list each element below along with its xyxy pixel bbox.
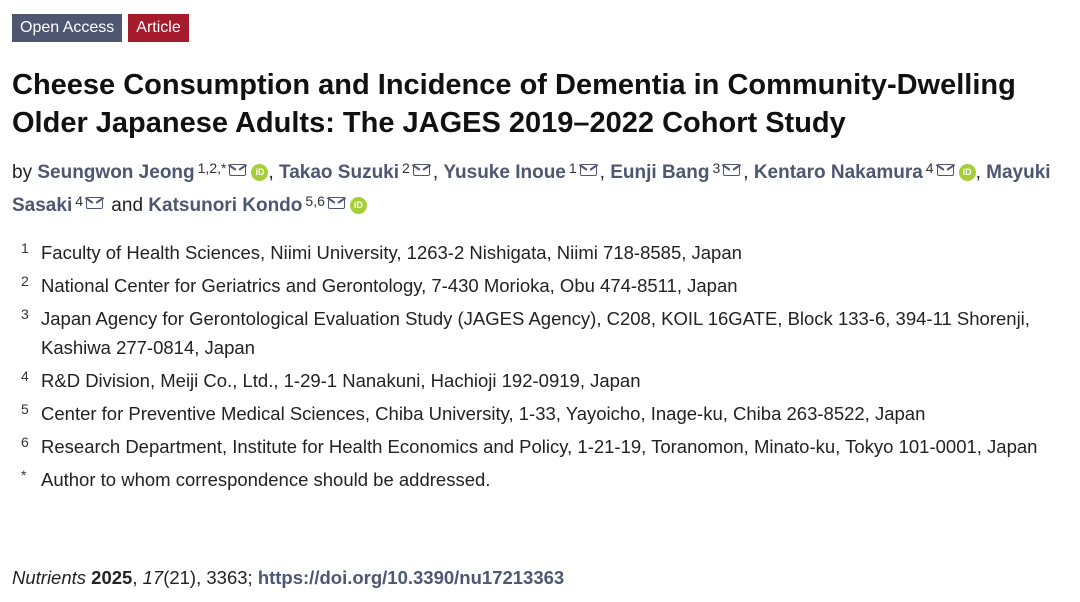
doi-link[interactable]: https://doi.org/10.3390/nu17213363 xyxy=(257,567,565,588)
affiliation-item xyxy=(12,304,1062,362)
author-affiliation-sup: 1,2,* xyxy=(197,160,227,176)
affiliation-item xyxy=(12,432,1062,461)
affiliation-number: 3 xyxy=(21,306,29,322)
email-icon[interactable] xyxy=(937,164,954,176)
email-icon[interactable] xyxy=(328,197,345,209)
author-name[interactable]: Kentaro Nakamura xyxy=(753,162,923,183)
affiliation-text: Research Department, Institute for Health Economics and Policy, 1-21-19, Toranomon, Minato-ku, Tokyo 101-0001, Japan xyxy=(41,436,1038,457)
orcid-icon[interactable]: iD xyxy=(959,164,976,181)
orcid-icon[interactable]: iD xyxy=(350,197,367,214)
author-affiliation-sup: 5,6 xyxy=(305,193,325,209)
citation-year: 2025 xyxy=(91,567,133,588)
email-icon[interactable] xyxy=(580,164,597,176)
author-affiliation-sup: 3 xyxy=(712,160,721,176)
citation-comma: , xyxy=(132,567,138,588)
affiliation-item xyxy=(12,399,1062,428)
citation-issue: (21) xyxy=(163,567,197,588)
email-icon[interactable] xyxy=(723,164,740,176)
article-badges xyxy=(12,14,189,42)
email-icon[interactable] xyxy=(86,197,103,209)
open-access-badge[interactable]: Open Access xyxy=(12,14,122,42)
author-name[interactable]: Eunji Bang xyxy=(610,162,710,183)
journal-name: Nutrients xyxy=(12,567,87,588)
affiliation-number: 2 xyxy=(21,273,29,289)
affiliations-list xyxy=(12,238,1062,498)
author-name[interactable]: Mayuki Sasaki xyxy=(12,162,1051,216)
article-type-badge[interactable]: Article xyxy=(128,14,188,42)
affiliation-number: 4 xyxy=(21,368,29,384)
affiliation-item xyxy=(12,271,1062,300)
author-affiliation-sup: 4 xyxy=(925,160,934,176)
author-list xyxy=(12,154,1062,220)
affiliation-text: Center for Preventive Medical Sciences, Chiba University, 1-33, Yayoicho, Inage-ku, Chiba 263-8522, Japan xyxy=(41,403,926,424)
citation xyxy=(12,563,564,592)
author-affiliation-sup: 1 xyxy=(568,160,577,176)
affiliation-number: * xyxy=(21,467,27,483)
affiliation-number: 1 xyxy=(21,240,29,256)
affiliation-item xyxy=(12,366,1062,395)
affiliation-number: 6 xyxy=(21,434,29,450)
citation-volume: 17 xyxy=(142,567,164,588)
affiliation-item xyxy=(12,465,1062,494)
affiliation-number: 5 xyxy=(21,401,29,417)
author-name[interactable]: Takao Suzuki xyxy=(279,162,400,183)
affiliation-text: Japan Agency for Gerontological Evaluation Study (JAGES Agency), C208, KOIL 16GATE, Block 133-6, 394-11 Shorenji, Kashiwa 277-0814, Japan xyxy=(41,308,1030,358)
affiliation-text: R&D Division, Meiji Co., Ltd., 1-29-1 Nanakuni, Hachioji 192-0919, Japan xyxy=(41,370,641,391)
by-label: by xyxy=(12,162,33,183)
author-name[interactable]: Yusuke Inoue xyxy=(443,162,566,183)
authors-container: Seungwon Jeong $^{1,2,*}$ iD , Takao Suzuki $^2$ , Yusuke Inoue $^1$ , Eunji Bang $^3$ , Kentaro Nakamura $^4$ iD , Mayuki Sasaki $^4$ and Katsunori Kondo $^{5,6}$ iD xyxy=(12,160,1051,216)
email-icon[interactable] xyxy=(229,164,246,176)
author-name[interactable]: Katsunori Kondo xyxy=(148,195,303,216)
article-title: Cheese Consumption and Incidence of Dementia in Community-Dwelling Older Japanese Adults: The JAGES 2019–2022 Cohort Study xyxy=(12,69,1016,139)
affiliation-item xyxy=(12,238,1062,267)
affiliation-text: Author to whom correspondence should be addressed. xyxy=(41,469,491,490)
email-icon[interactable] xyxy=(413,164,430,176)
affiliation-text: National Center for Geriatrics and Gerontology, 7-430 Morioka, Obu 474-8511, Japan xyxy=(41,275,738,296)
affiliation-text: Faculty of Health Sciences, Niimi University, 1263-2 Nishigata, Niimi 718-8585, Japan xyxy=(41,242,742,263)
orcid-icon[interactable]: iD xyxy=(251,164,268,181)
author-affiliation-sup: 4 xyxy=(75,193,84,209)
citation-article-number: , 3363; xyxy=(196,567,253,588)
author-affiliation-sup: 2 xyxy=(402,160,410,176)
author-name[interactable]: Seungwon Jeong xyxy=(37,162,195,183)
